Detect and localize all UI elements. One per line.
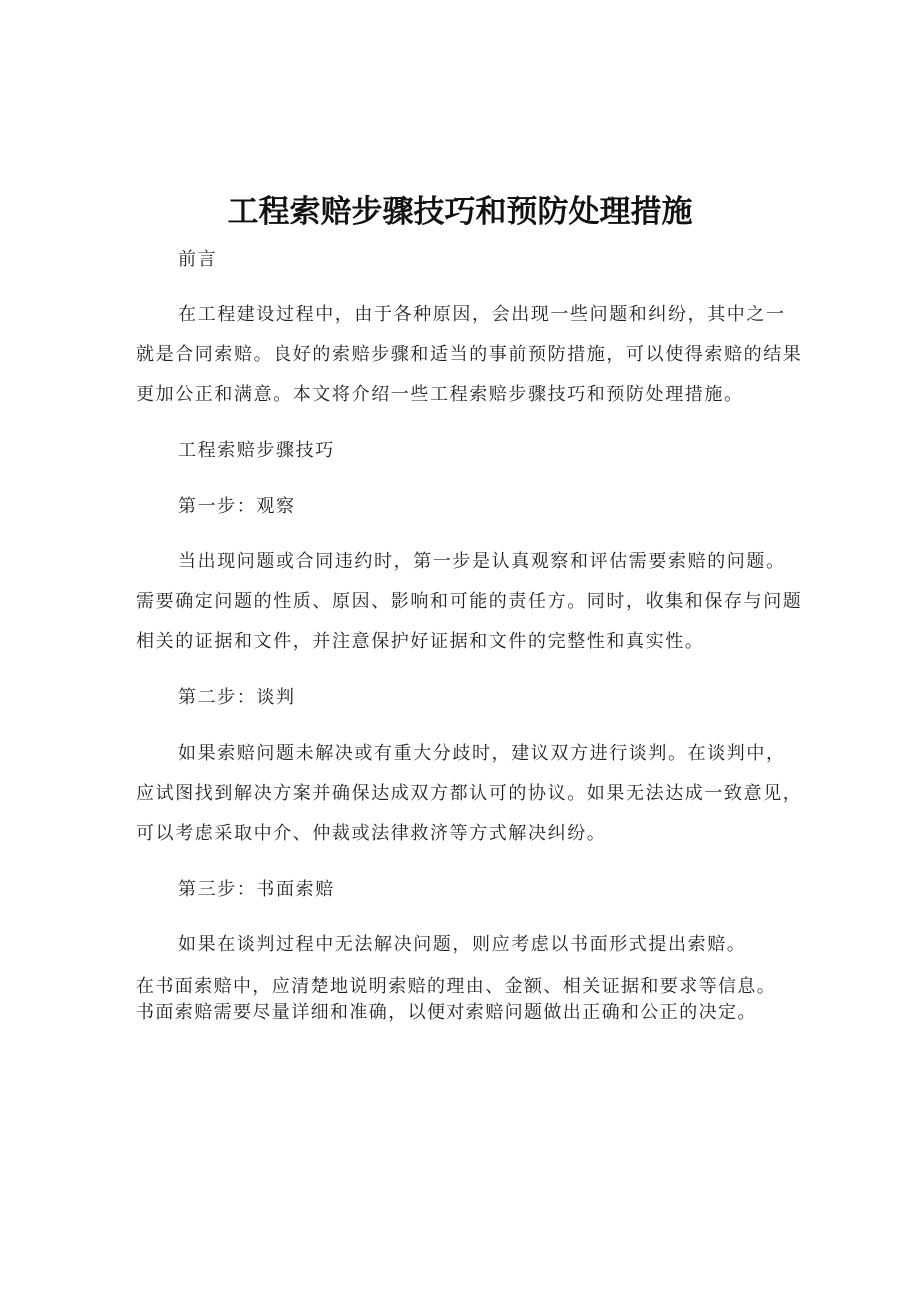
step3-heading: 第三步：书面索赔 [178, 879, 335, 900]
step2-paragraph: 如果索赔问题未解决或有重大分歧时，建议双方进行谈判。在谈判中，应试图找到解决方案并确保达成双方都认可的协议。如果无法达成一致意见，可以考虑采取中介、仲裁或法律救济等方式解决纠纷。 [136, 743, 803, 844]
section-heading: 工程索赔步骤技巧 [178, 440, 335, 461]
step2-heading: 第二步：谈判 [178, 687, 296, 708]
step3-paragraph-first-line: 如果在谈判过程中无法解决问题，则应考虑以书面形式提出索赔。 [178, 934, 747, 955]
preface-paragraph: 在工程建设过程中，由于各种原因，会出现一些问题和纠纷，其中之一就是合同索赔。良好的索赔步骤和适当的事前预防措施，可以使得索赔的结果更加公正和满意。本文将介绍一些工程索赔步骤技巧和预防处理措施。 [136, 304, 803, 405]
step1-paragraph: 当出现问题或合同违约时，第一步是认真观察和评估需要索赔的问题。需要确定问题的性质、原因、影响和可能的责任方。同时，收集和保存与问题相关的证据和文件，并注意保护好证据和文件的完整性和真实性。 [136, 551, 803, 652]
step3-paragraph-rest: 在书面索赔中，应清楚地说明索赔的理由、金额、相关证据和要求等信息。书面索赔需要尽量详细和准确，以便对索赔问题做出正确和公正的决定。 [136, 976, 777, 1023]
step1-heading: 第一步：观察 [178, 496, 296, 517]
document-title: 工程索赔步骤技巧和预防处理措施 [227, 194, 693, 230]
preface-heading: 前言 [178, 249, 218, 270]
